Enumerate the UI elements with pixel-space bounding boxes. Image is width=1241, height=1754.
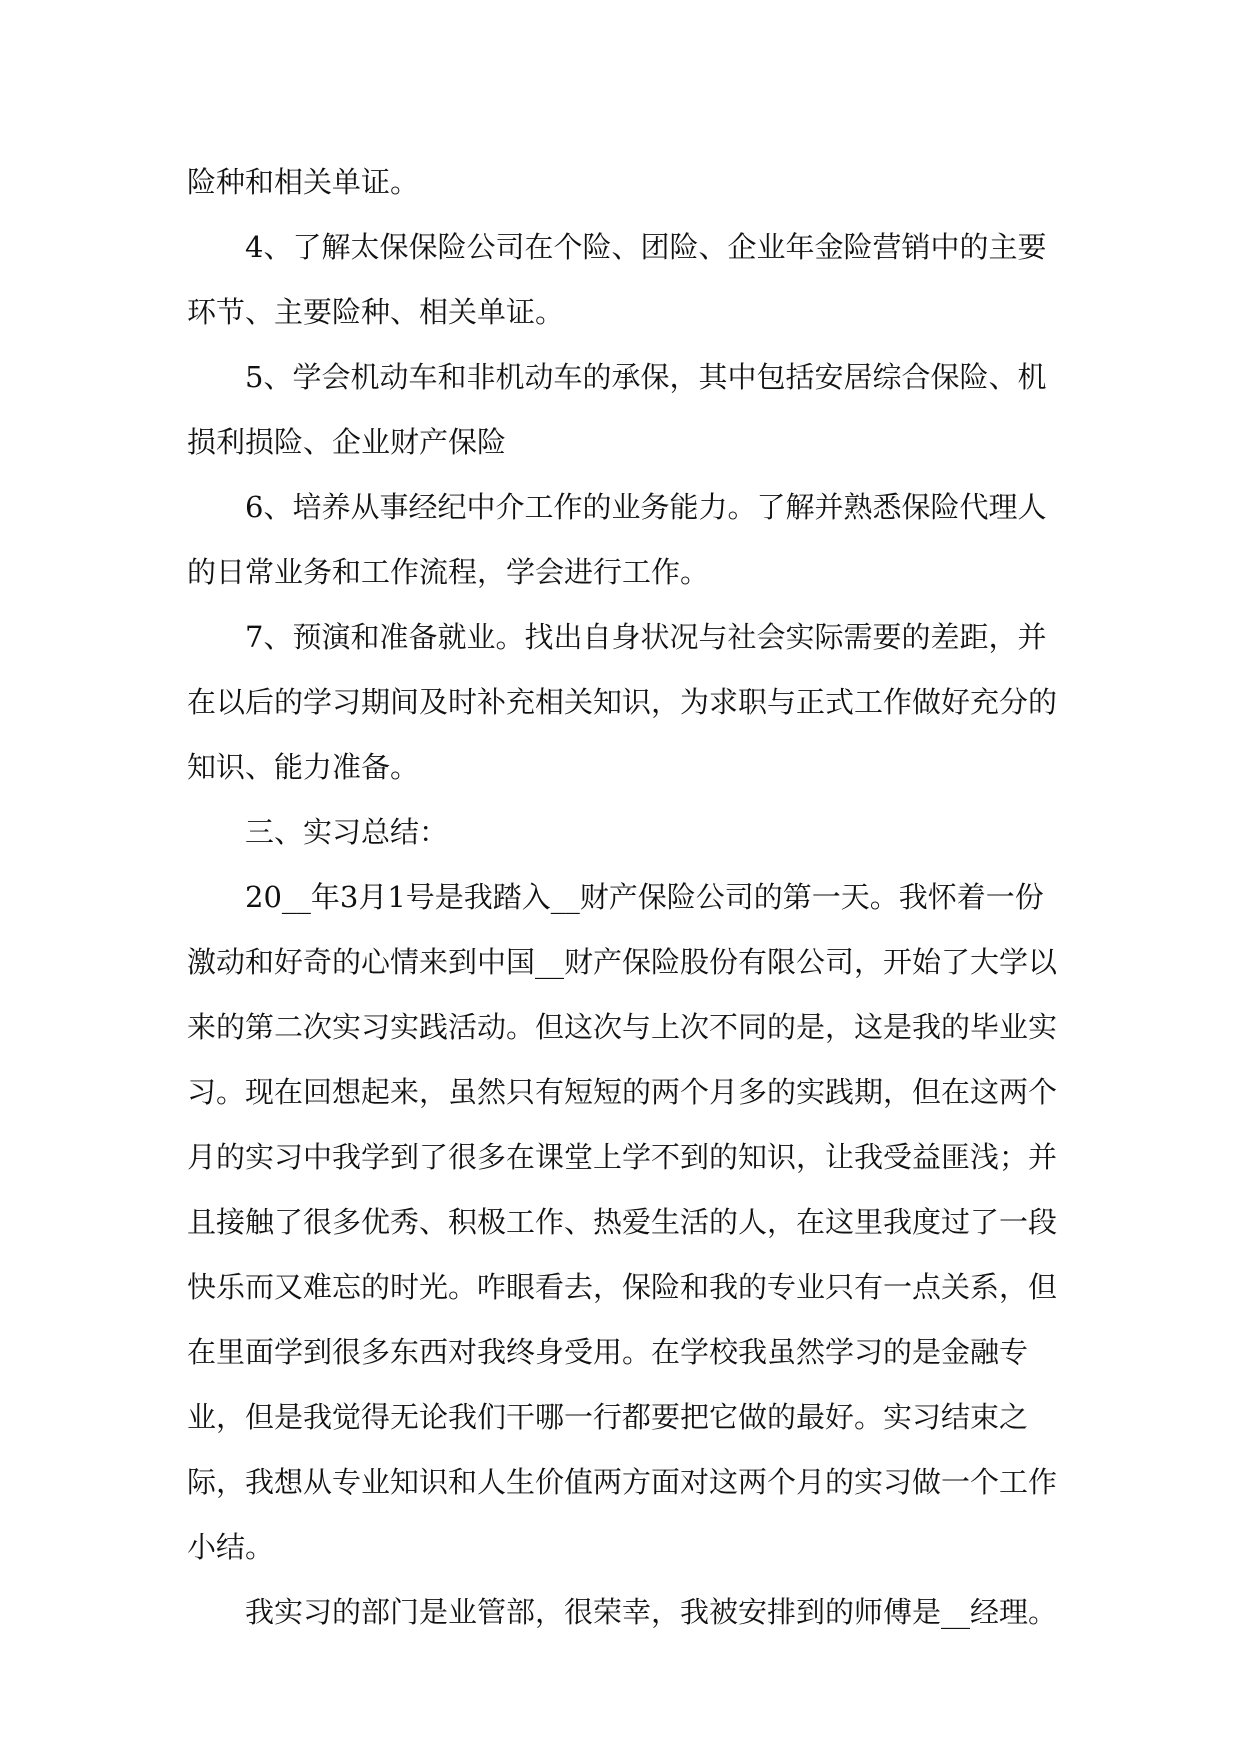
paragraph-item-7: 7、预演和准备就业。找出自身状况与社会实际需要的差距，并在以后的学习期间及时补充相关知识，为求职与正式工作做好充分的知识、能力准备。 (187, 620, 1058, 784)
paragraph-item-6: 6、培养从事经纪中介工作的业务能力。了解并熟悉保险代理人的日常业务和工作流程，学会进行工作。 (187, 490, 1047, 589)
paragraph-summary-body: 20__年3月1号是我踏入__财产保险公司的第一天。我怀着一份激动和好奇的心情来到中国__财产保险股份有限公司，开始了大学以来的第二次实习实践活动。但这次与上次不同的是，这是我的毕业实习。现在回想起来，虽然只有短短的两个月多的实践期，但在这两个月的实习中我学到了很多在课堂上学不到的知识，让我受益匪浅；并且接触了很多优秀、积极工作、热爱生活的人，在这里我度过了一段快乐而又难忘的时光。咋眼看去，保险和我的专业只有一点关系，但在里面学到很多东西对我终身受用。在学校我虽然学习的是金融专业，但是我觉得无论我们干哪一行都要把它做的最好。实习结束之际，我想从专业知识和人生价值两方面对这两个月的实习做一个工作小结。 (187, 880, 1058, 1564)
paragraph-department: 我实习的部门是业管部，很荣幸，我被安排到的师傅是__经理。 (245, 1595, 1058, 1629)
document-body (187, 150, 1057, 1645)
section-heading-summary: 三、实习总结： (245, 815, 449, 849)
paragraph-item-4: 4、了解太保保险公司在个险、团险、企业年金险营销中的主要环节、主要险种、相关单证。 (187, 230, 1047, 329)
paragraph-item-5: 5、学会机动车和非机动车的承保，其中包括安居综合保险、机损利损险、企业财产保险 (187, 360, 1047, 459)
paragraph-continuation: 险种和相关单证。 (187, 165, 420, 199)
